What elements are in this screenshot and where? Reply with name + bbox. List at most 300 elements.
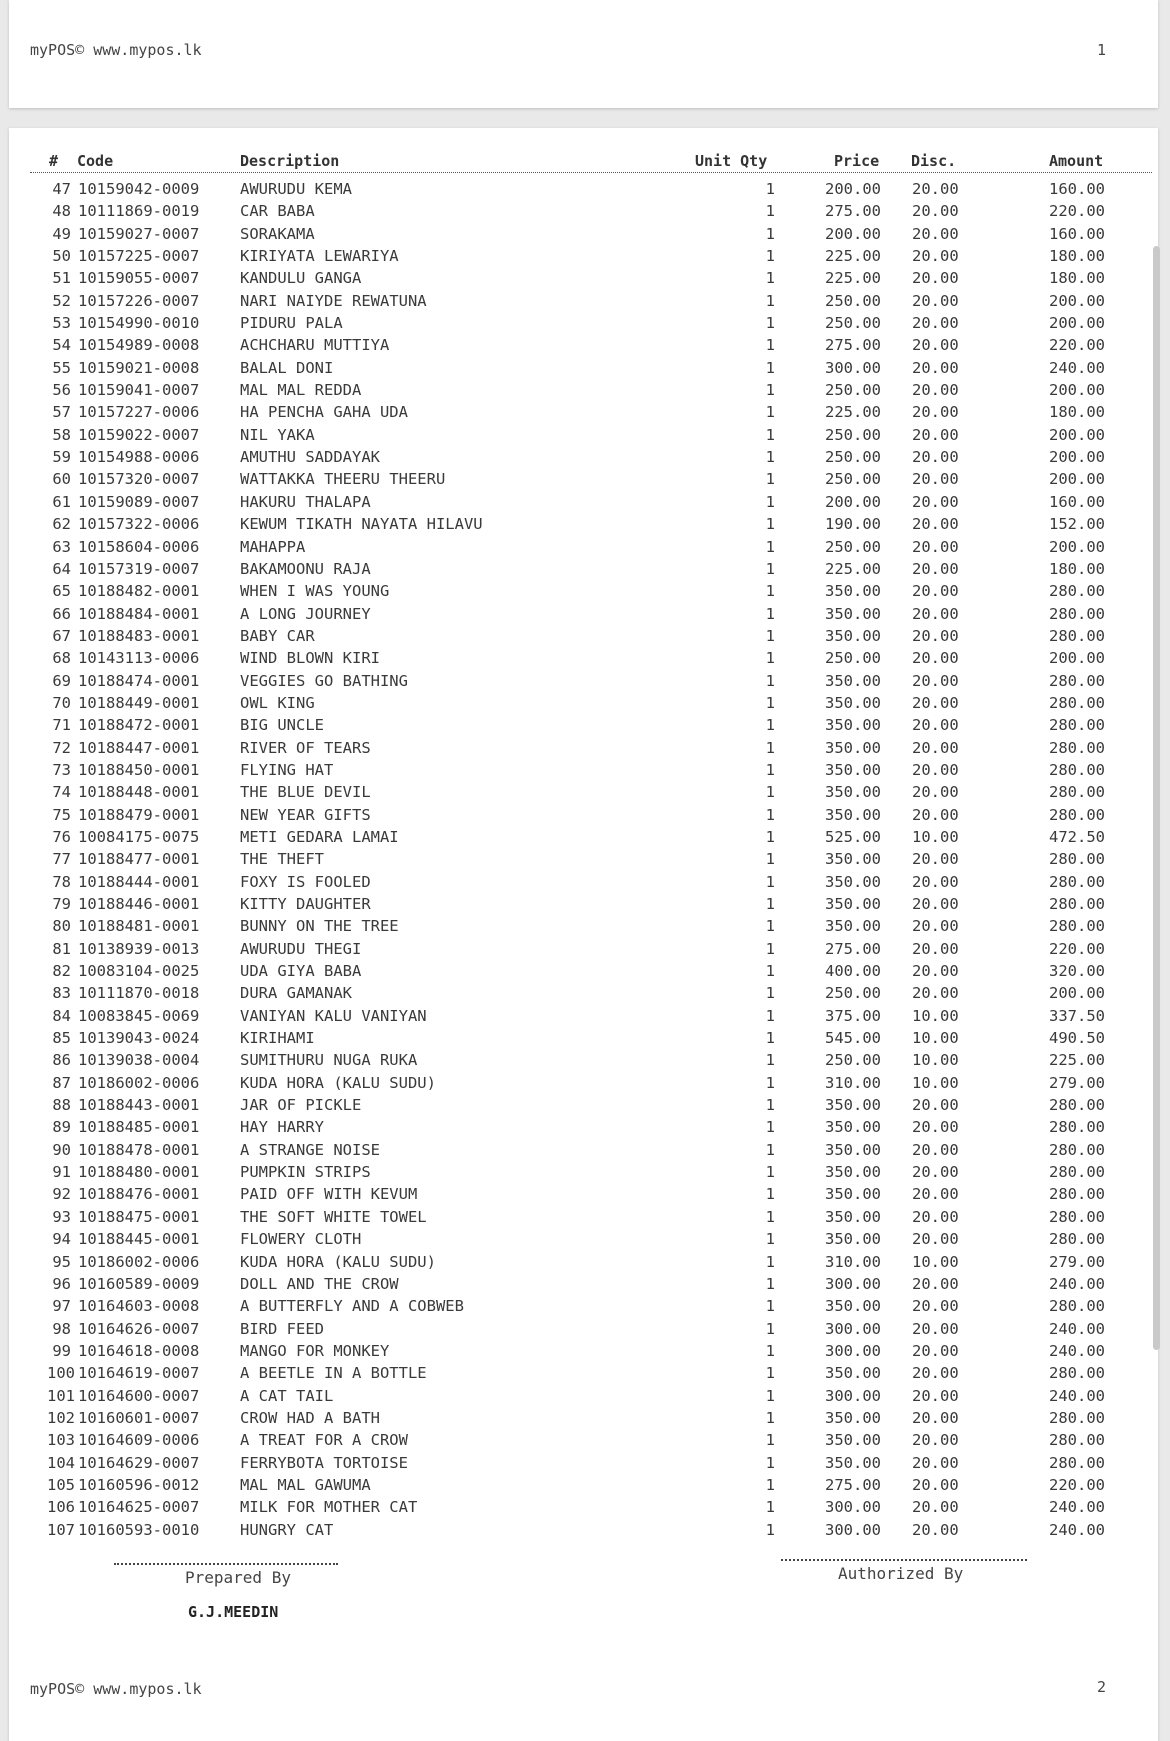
unit-qty: 1 (765, 895, 775, 913)
unit-qty: 1 (765, 425, 775, 444)
authorized-signature-line (781, 1559, 1027, 1561)
unit-price: 275.00 (825, 939, 881, 958)
unit-price: 250.00 (825, 314, 881, 333)
header-num: # (49, 152, 59, 170)
unit-qty: 1 (765, 1341, 775, 1360)
table-row (9, 1161, 1158, 1183)
line-amount: 180.00 (1049, 559, 1105, 578)
item-code: 10164629-0007 (78, 1453, 200, 1472)
discount: 20.00 (912, 716, 959, 735)
line-amount: 280.00 (1049, 604, 1105, 623)
line-amount: 160.00 (1049, 224, 1105, 243)
item-description: KEWUM TIKATH NAYATA HILAVU (240, 515, 483, 534)
table-row (9, 871, 1158, 893)
line-amount: 152.00 (1049, 515, 1105, 534)
discount: 20.00 (912, 1520, 959, 1539)
row-number: 99 (52, 1341, 71, 1360)
item-code: 10084175-0075 (78, 827, 200, 846)
row-number: 63 (52, 537, 71, 556)
row-number: 68 (52, 649, 71, 668)
unit-qty: 1 (765, 939, 775, 958)
item-description: BAKAMOONU RAJA (240, 559, 371, 578)
discount: 20.00 (912, 381, 959, 400)
row-number: 96 (52, 1274, 71, 1293)
discount: 20.00 (912, 180, 959, 198)
item-description: FOXY IS FOOLED (240, 872, 371, 891)
item-description: MILK FOR MOTHER CAT (240, 1498, 418, 1517)
unit-qty: 1 (765, 962, 775, 981)
discount: 10.00 (912, 1006, 959, 1025)
unit-qty: 1 (765, 559, 775, 578)
table-row (9, 915, 1158, 937)
item-code: 10154988-0006 (78, 448, 200, 467)
line-amount: 200.00 (1049, 381, 1105, 400)
header-unit-qty: Unit Qty (695, 152, 768, 170)
unit-price: 200.00 (825, 180, 881, 198)
unit-price: 190.00 (825, 515, 881, 534)
unit-price: 300.00 (825, 1386, 881, 1405)
table-row (9, 1273, 1158, 1295)
discount: 20.00 (912, 1341, 959, 1360)
table-row (9, 513, 1158, 535)
table-row (9, 1049, 1158, 1071)
unit-price: 350.00 (825, 783, 881, 802)
unit-price: 350.00 (825, 693, 881, 712)
unit-qty: 1 (765, 492, 775, 511)
item-description: OWL KING (240, 693, 315, 712)
item-code: 10188474-0001 (78, 671, 200, 690)
item-code: 10188450-0001 (78, 760, 200, 779)
line-amount: 240.00 (1049, 1498, 1105, 1517)
discount: 20.00 (912, 850, 959, 869)
item-code: 10164619-0007 (78, 1364, 200, 1383)
prepared-signature-line (114, 1563, 338, 1565)
item-description: NARI NAIYDE REWATUNA (240, 291, 427, 310)
unit-qty: 1 (765, 626, 775, 645)
item-code: 10188448-0001 (78, 783, 200, 802)
line-amount: 280.00 (1049, 1453, 1105, 1472)
unit-qty: 1 (765, 224, 775, 243)
unit-price: 350.00 (825, 738, 881, 757)
unit-price: 350.00 (825, 1096, 881, 1115)
unit-qty: 1 (765, 1475, 775, 1494)
discount: 20.00 (912, 1297, 959, 1316)
unit-qty: 1 (765, 470, 775, 489)
table-row (9, 1496, 1158, 1518)
unit-qty: 1 (765, 314, 775, 333)
unit-qty: 1 (765, 1207, 775, 1226)
row-number: 66 (52, 604, 71, 623)
item-code: 10158604-0006 (78, 537, 200, 556)
unit-qty: 1 (765, 1118, 775, 1137)
unit-price: 275.00 (825, 336, 881, 355)
row-number: 105 (47, 1475, 75, 1494)
item-description: CROW HAD A BATH (240, 1408, 380, 1427)
item-code: 10188485-0001 (78, 1118, 200, 1137)
item-description: THE SOFT WHITE TOWEL (240, 1207, 427, 1226)
row-number: 69 (52, 671, 71, 690)
footer-brand: myPOS© www.mypos.lk (30, 41, 202, 59)
unit-price: 350.00 (825, 1297, 881, 1316)
unit-price: 350.00 (825, 582, 881, 601)
unit-qty: 1 (765, 783, 775, 802)
discount: 20.00 (912, 559, 959, 578)
unit-price: 310.00 (825, 1252, 881, 1271)
row-number: 101 (47, 1386, 75, 1405)
item-description: WATTAKKA THEERU THEERU (240, 470, 446, 489)
item-code: 10143113-0006 (78, 649, 200, 668)
unit-price: 350.00 (825, 1185, 881, 1204)
unit-qty: 1 (765, 269, 775, 288)
table-row (9, 1228, 1158, 1250)
line-amount: 280.00 (1049, 895, 1105, 913)
item-code: 10186002-0006 (78, 1073, 200, 1092)
item-code: 10188478-0001 (78, 1140, 200, 1159)
unit-qty: 1 (765, 291, 775, 310)
unit-price: 275.00 (825, 202, 881, 221)
row-number: 100 (47, 1364, 75, 1383)
unit-price: 300.00 (825, 1274, 881, 1293)
item-description: A LONG JOURNEY (240, 604, 371, 623)
line-amount: 225.00 (1049, 1051, 1105, 1070)
item-code: 10188475-0001 (78, 1207, 200, 1226)
discount: 20.00 (912, 1118, 959, 1137)
unit-qty: 1 (765, 180, 775, 198)
line-amount: 280.00 (1049, 1297, 1105, 1316)
row-number: 58 (52, 425, 71, 444)
unit-qty: 1 (765, 827, 775, 846)
line-amount: 280.00 (1049, 850, 1105, 869)
table-row (9, 1452, 1158, 1474)
unit-price: 525.00 (825, 827, 881, 846)
row-number: 64 (52, 559, 71, 578)
row-number: 86 (52, 1051, 71, 1070)
item-description: BIG UNCLE (240, 716, 324, 735)
row-number: 95 (52, 1252, 71, 1271)
item-description: FERRYBOTA TORTOISE (240, 1453, 408, 1472)
unit-qty: 1 (765, 1520, 775, 1539)
item-code: 10188449-0001 (78, 693, 200, 712)
item-description: HAKURU THALAPA (240, 492, 371, 511)
row-number: 52 (52, 291, 71, 310)
unit-price: 400.00 (825, 962, 881, 981)
discount: 10.00 (912, 1029, 959, 1048)
item-code: 10083104-0025 (78, 962, 200, 981)
unit-qty: 1 (765, 403, 775, 422)
unit-qty: 1 (765, 1498, 775, 1517)
unit-qty: 1 (765, 1029, 775, 1048)
discount: 20.00 (912, 1230, 959, 1249)
table-row (9, 1206, 1158, 1228)
item-description: SUMITHURU NUGA RUKA (240, 1051, 418, 1070)
discount: 20.00 (912, 1207, 959, 1226)
line-amount: 220.00 (1049, 202, 1105, 221)
unit-qty: 1 (765, 984, 775, 1003)
item-code: 10164609-0006 (78, 1431, 200, 1450)
table-row (9, 1251, 1158, 1273)
header-price: Price (834, 152, 880, 170)
header-disc: Disc. (911, 152, 957, 170)
table-row (9, 357, 1158, 379)
row-number: 83 (52, 984, 71, 1003)
line-amount: 180.00 (1049, 403, 1105, 422)
unit-price: 310.00 (825, 1073, 881, 1092)
item-description: BIRD FEED (240, 1319, 324, 1338)
item-code: 10154989-0008 (78, 336, 200, 355)
item-code: 10188446-0001 (78, 895, 200, 913)
item-code: 10159027-0007 (78, 224, 200, 243)
item-description: RIVER OF TEARS (240, 738, 371, 757)
row-number: 62 (52, 515, 71, 534)
line-amount: 200.00 (1049, 649, 1105, 668)
item-code: 10139038-0004 (78, 1051, 200, 1070)
item-code: 10159021-0008 (78, 358, 200, 377)
item-code: 10164600-0007 (78, 1386, 200, 1405)
discount: 20.00 (912, 626, 959, 645)
discount: 20.00 (912, 269, 959, 288)
item-description: VANIYAN KALU VANIYAN (240, 1006, 427, 1025)
unit-price: 300.00 (825, 1520, 881, 1539)
unit-price: 350.00 (825, 917, 881, 936)
table-row (9, 1027, 1158, 1049)
table-row (9, 759, 1158, 781)
table-row (9, 692, 1158, 714)
unit-price: 250.00 (825, 470, 881, 489)
item-description: METI GEDARA LAMAI (240, 827, 399, 846)
row-number: 74 (52, 783, 71, 802)
item-code: 10188444-0001 (78, 872, 200, 891)
line-amount: 200.00 (1049, 470, 1105, 489)
discount: 20.00 (912, 1498, 959, 1517)
item-code: 10111870-0018 (78, 984, 200, 1003)
row-number: 47 (52, 180, 71, 198)
discount: 20.00 (912, 1274, 959, 1293)
unit-qty: 1 (765, 760, 775, 779)
line-amount: 280.00 (1049, 582, 1105, 601)
item-description: CAR BABA (240, 202, 315, 221)
line-amount: 280.00 (1049, 671, 1105, 690)
line-amount: 280.00 (1049, 917, 1105, 936)
table-row (9, 1429, 1158, 1451)
item-description: A BUTTERFLY AND A COBWEB (240, 1297, 464, 1316)
page-number: 2 (1096, 1678, 1106, 1696)
scrollbar-thumb[interactable] (1153, 246, 1160, 1350)
table-row (9, 781, 1158, 803)
table-row (9, 826, 1158, 848)
unit-price: 225.00 (825, 403, 881, 422)
item-code: 10188445-0001 (78, 1230, 200, 1249)
table-row (9, 536, 1158, 558)
table-row (9, 938, 1158, 960)
line-amount: 200.00 (1049, 314, 1105, 333)
item-code: 10164603-0008 (78, 1297, 200, 1316)
item-description: DOLL AND THE CROW (240, 1274, 399, 1293)
item-code: 10188476-0001 (78, 1185, 200, 1204)
line-amount: 280.00 (1049, 805, 1105, 824)
row-number: 56 (52, 381, 71, 400)
line-amount: 280.00 (1049, 738, 1105, 757)
unit-qty: 1 (765, 1006, 775, 1025)
unit-price: 375.00 (825, 1006, 881, 1025)
table-row (9, 960, 1158, 982)
line-amount: 280.00 (1049, 1096, 1105, 1115)
item-description: MAL MAL REDDA (240, 381, 362, 400)
unit-qty: 1 (765, 582, 775, 601)
line-amount: 240.00 (1049, 1520, 1105, 1539)
row-number: 93 (52, 1207, 71, 1226)
item-description: BALAL DONI (240, 358, 334, 377)
item-code: 10157225-0007 (78, 247, 200, 266)
line-amount: 280.00 (1049, 1163, 1105, 1182)
item-code: 10188477-0001 (78, 850, 200, 869)
item-code: 10160593-0010 (78, 1520, 200, 1539)
discount: 20.00 (912, 649, 959, 668)
unit-qty: 1 (765, 693, 775, 712)
discount: 20.00 (912, 515, 959, 534)
unit-qty: 1 (765, 1230, 775, 1249)
line-amount: 280.00 (1049, 1185, 1105, 1204)
item-code: 10159041-0007 (78, 381, 200, 400)
line-amount: 280.00 (1049, 693, 1105, 712)
line-amount: 200.00 (1049, 984, 1105, 1003)
row-number: 71 (52, 716, 71, 735)
item-description: HUNGRY CAT (240, 1520, 334, 1539)
table-row (9, 468, 1158, 490)
line-amount: 200.00 (1049, 537, 1105, 556)
table-row (9, 379, 1158, 401)
item-description: BUNNY ON THE TREE (240, 917, 399, 936)
discount: 20.00 (912, 962, 959, 981)
unit-qty: 1 (765, 336, 775, 355)
table-row (9, 1094, 1158, 1116)
discount: 20.00 (912, 1431, 959, 1450)
item-description: NIL YAKA (240, 425, 315, 444)
line-amount: 280.00 (1049, 1364, 1105, 1383)
item-code: 10159089-0007 (78, 492, 200, 511)
page-number: 1 (1096, 41, 1106, 59)
unit-qty: 1 (765, 1408, 775, 1427)
row-number: 82 (52, 962, 71, 981)
unit-price: 545.00 (825, 1029, 881, 1048)
table-row (9, 647, 1158, 669)
row-number: 90 (52, 1140, 71, 1159)
discount: 20.00 (912, 314, 959, 333)
row-number: 79 (52, 895, 71, 913)
table-row (9, 491, 1158, 513)
unit-qty: 1 (765, 738, 775, 757)
discount: 20.00 (912, 224, 959, 243)
unit-price: 350.00 (825, 716, 881, 735)
item-code: 10160596-0012 (78, 1475, 200, 1494)
unit-qty: 1 (765, 1051, 775, 1070)
row-number: 102 (47, 1408, 75, 1427)
unit-price: 250.00 (825, 381, 881, 400)
item-description: PIDURU PALA (240, 314, 343, 333)
unit-qty: 1 (765, 1364, 775, 1383)
discount: 20.00 (912, 693, 959, 712)
table-row (9, 804, 1158, 826)
discount: 20.00 (912, 1140, 959, 1159)
discount: 20.00 (912, 738, 959, 757)
unit-price: 300.00 (825, 1319, 881, 1338)
discount: 20.00 (912, 671, 959, 690)
table-row (9, 446, 1158, 468)
line-amount: 220.00 (1049, 939, 1105, 958)
item-code: 10159022-0007 (78, 425, 200, 444)
item-code: 10157320-0007 (78, 470, 200, 489)
unit-qty: 1 (765, 1319, 775, 1338)
item-description: UDA GIYA BABA (240, 962, 362, 981)
line-amount: 240.00 (1049, 1274, 1105, 1293)
line-amount: 472.50 (1049, 827, 1105, 846)
unit-qty: 1 (765, 604, 775, 623)
unit-price: 350.00 (825, 1140, 881, 1159)
unit-qty: 1 (765, 358, 775, 377)
line-amount: 240.00 (1049, 358, 1105, 377)
row-number: 55 (52, 358, 71, 377)
row-number: 76 (52, 827, 71, 846)
discount: 20.00 (912, 984, 959, 1003)
item-description: KUDA HORA (KALU SUDU) (240, 1252, 436, 1271)
unit-price: 250.00 (825, 984, 881, 1003)
table-row (9, 893, 1158, 915)
table-row (9, 178, 1158, 200)
authorized-by-label: Authorized By (838, 1564, 964, 1583)
row-number: 89 (52, 1118, 71, 1137)
row-number: 50 (52, 247, 71, 266)
unit-price: 250.00 (825, 425, 881, 444)
unit-price: 225.00 (825, 269, 881, 288)
item-code: 10188447-0001 (78, 738, 200, 757)
unit-price: 350.00 (825, 671, 881, 690)
table-row (9, 1362, 1158, 1384)
discount: 20.00 (912, 448, 959, 467)
discount: 20.00 (912, 1453, 959, 1472)
row-number: 106 (47, 1498, 75, 1517)
line-amount: 280.00 (1049, 1431, 1105, 1450)
item-code: 10157227-0006 (78, 403, 200, 422)
unit-price: 250.00 (825, 649, 881, 668)
item-description: DURA GAMANAK (240, 984, 352, 1003)
line-amount: 280.00 (1049, 626, 1105, 645)
row-number: 70 (52, 693, 71, 712)
discount: 20.00 (912, 403, 959, 422)
row-number: 97 (52, 1297, 71, 1316)
unit-price: 350.00 (825, 760, 881, 779)
table-row (9, 424, 1158, 446)
discount: 20.00 (912, 760, 959, 779)
discount: 20.00 (912, 872, 959, 891)
item-description: MANGO FOR MONKEY (240, 1341, 390, 1360)
item-code: 10139043-0024 (78, 1029, 200, 1048)
unit-qty: 1 (765, 1274, 775, 1293)
table-row (9, 714, 1158, 736)
line-amount: 200.00 (1049, 448, 1105, 467)
item-code: 10188443-0001 (78, 1096, 200, 1115)
discount: 20.00 (912, 783, 959, 802)
header-divider (30, 172, 1152, 173)
header-description: Description (240, 152, 340, 170)
row-number: 104 (47, 1453, 75, 1472)
row-number: 84 (52, 1006, 71, 1025)
table-row (9, 558, 1158, 580)
item-code: 10160589-0009 (78, 1274, 200, 1293)
item-code: 10188480-0001 (78, 1163, 200, 1182)
unit-price: 300.00 (825, 1341, 881, 1360)
item-description: ACHCHARU MUTTIYA (240, 336, 390, 355)
line-amount: 200.00 (1049, 425, 1105, 444)
unit-qty: 1 (765, 515, 775, 534)
